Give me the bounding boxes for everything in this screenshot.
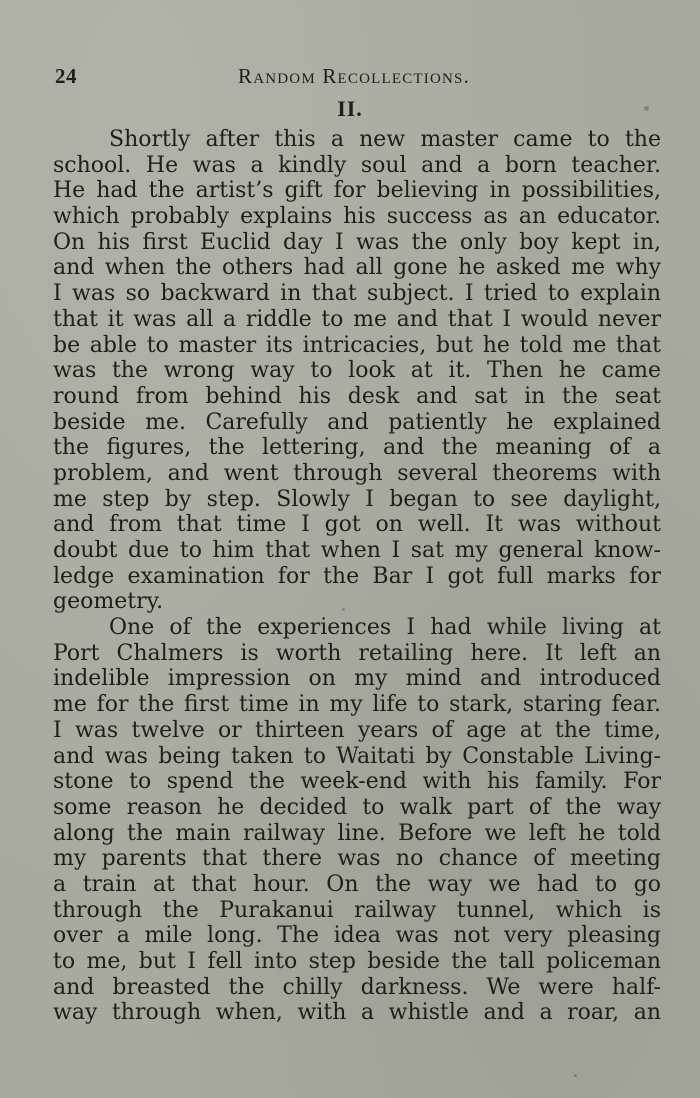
text-line: over a mile long. The idea was not very pleasing xyxy=(53,923,661,949)
paper-speck xyxy=(342,608,345,611)
text-line: One of the experiences I had while living at xyxy=(109,615,661,641)
text-line: me step by step. Slowly I began to see daylight, xyxy=(53,486,661,512)
text-line: doubt due to him that when I sat my general know- xyxy=(53,538,661,563)
paper-speck xyxy=(574,1074,577,1077)
text-line: some reason he decided to walk part of the way xyxy=(53,794,661,820)
paper-speck xyxy=(644,106,649,111)
text-line: and from that time I got on well. It was without xyxy=(53,512,661,538)
page-number: 24 xyxy=(55,64,77,88)
text-line: problem, and went through several theorems with xyxy=(53,460,661,486)
text-line: geometry. xyxy=(53,589,164,615)
text-line: ledge examination for the Bar I got full marks for xyxy=(53,563,661,589)
text-line: which probably explains his success as an educator. xyxy=(53,204,661,230)
text-line: Shortly after this a new master came to the xyxy=(109,127,661,152)
text-line: that it was all a riddle to me and that I would never xyxy=(53,306,661,332)
text-line: was the wrong way to look at it. Then he came xyxy=(53,358,661,384)
text-line: a train at that hour. On the way we had to go xyxy=(53,871,661,897)
text-line: Port Chalmers is worth retailing here. It left an xyxy=(53,640,661,666)
text-line: round from behind his desk and sat in the seat xyxy=(53,383,661,409)
running-head xyxy=(55,62,660,90)
text-line: stone to spend the week-end with his family. For xyxy=(53,769,661,795)
text-line: indelible impression on my mind and introduced xyxy=(53,666,661,692)
body-text xyxy=(53,127,661,1026)
text-line: I was twelve or thirteen years of age at the time, xyxy=(53,717,661,743)
text-line: my parents that there was no chance of meeting xyxy=(53,846,661,872)
text-line: He had the artist’s gift for believing in possibilities, xyxy=(53,178,661,204)
text-line: and was being taken to Waitati by Constable Living- xyxy=(53,743,661,769)
section-heading: II. xyxy=(337,96,363,121)
text-line: to me, but I fell into step beside the tall policeman xyxy=(53,949,661,974)
text-line: school. He was a kindly soul and a born teacher. xyxy=(53,152,661,178)
text-line: beside me. Carefully and patiently he explained xyxy=(53,409,661,435)
text-line: be able to master its intricacies, but he told me that xyxy=(53,332,661,358)
text-line: and breasted the chilly darkness. We were half- xyxy=(53,974,661,1000)
text-line: and when the others had all gone he asked me why xyxy=(53,255,661,281)
text-line: through the Purakanui railway tunnel, which is xyxy=(53,897,661,923)
text-line: On his first Euclid day I was the only boy kept in, xyxy=(53,229,661,255)
text-line: me for the first time in my life to stark, staring fear. xyxy=(53,692,661,718)
text-line: along the main railway line. Before we left he told xyxy=(53,820,661,846)
text-line: the figures, the lettering, and the meaning of a xyxy=(53,435,661,461)
text-line: way through when, with a whistle and a roar, an xyxy=(53,1000,661,1026)
book-title: Random Recollections. xyxy=(238,64,471,88)
text-line: I was so backward in that subject. I tried to explain xyxy=(53,281,661,307)
